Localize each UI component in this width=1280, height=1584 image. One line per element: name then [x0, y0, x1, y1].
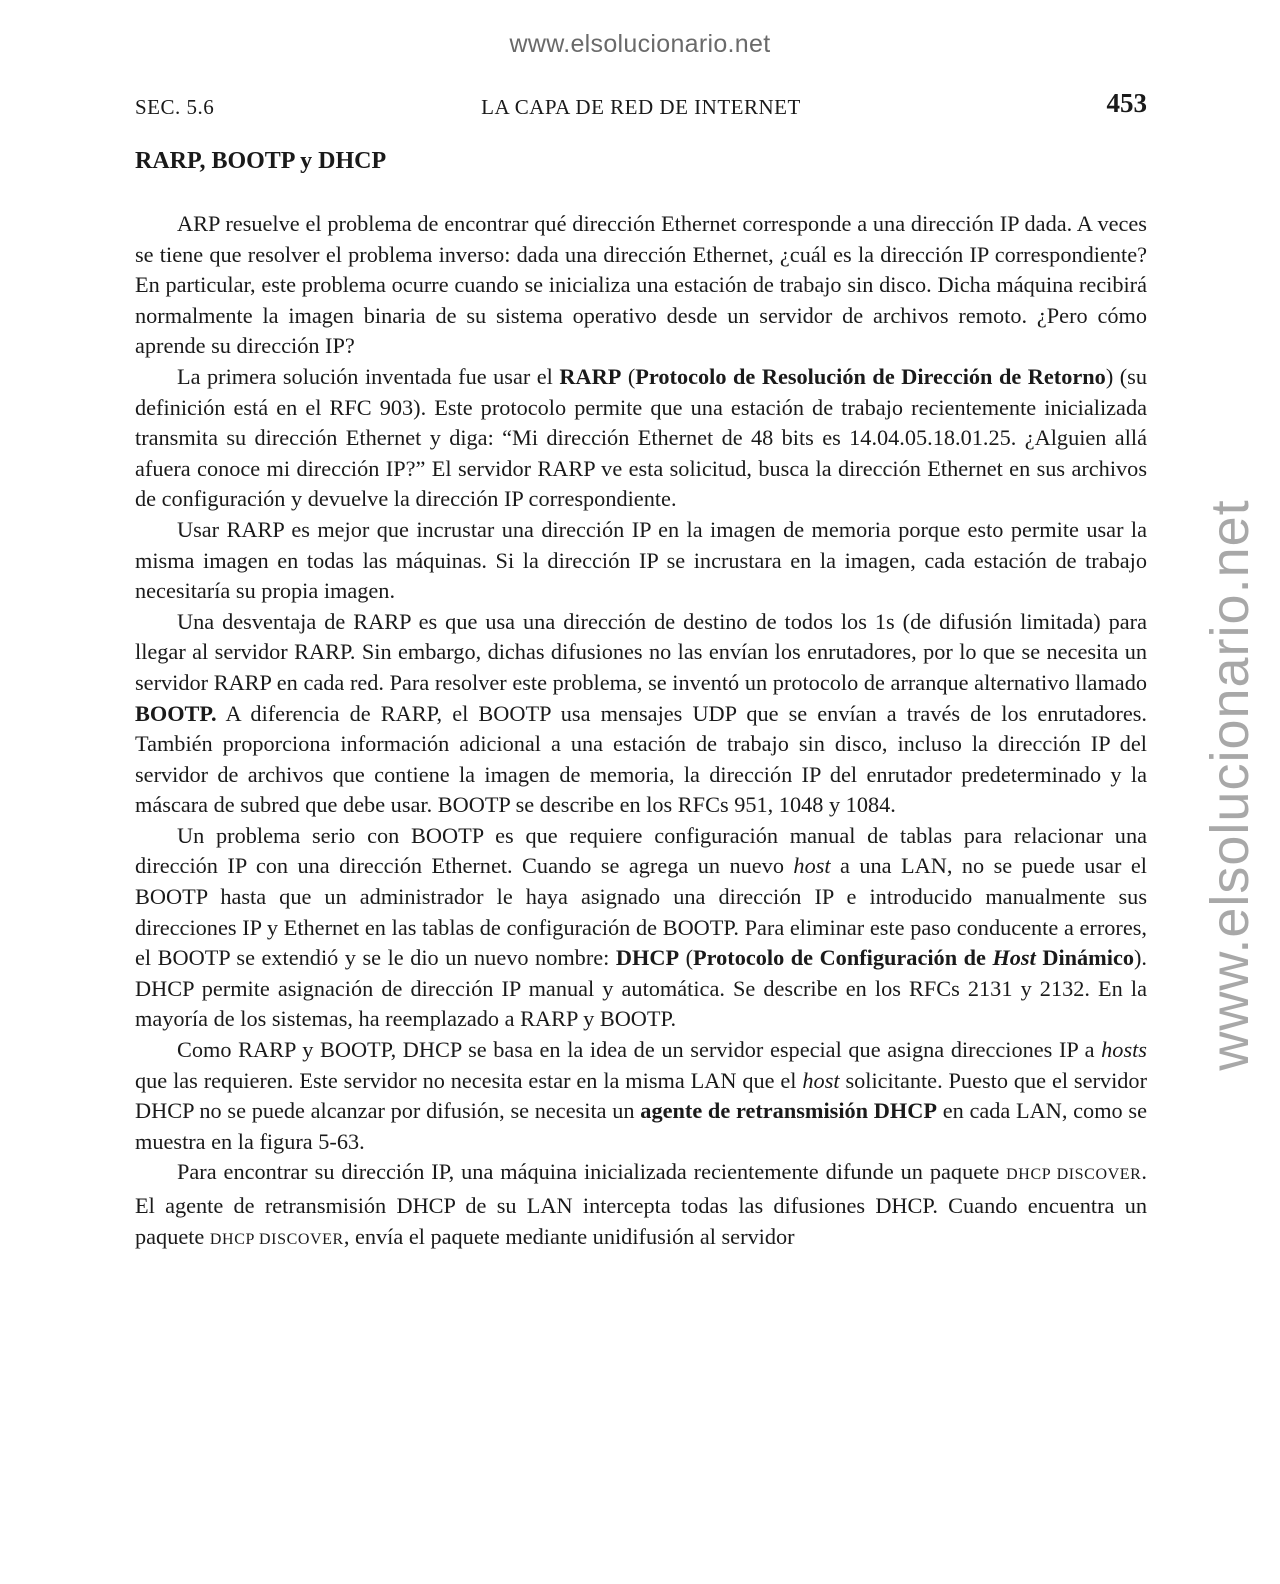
page-header	[135, 88, 1147, 124]
paragraph-dhcp-relay: Como RARP y BOOTP, DHCP se basa en la idea de un servidor especial que asigna direcciones IP a hosts que las requieren. Este servidor no necesita estar en la misma LAN que el host solicitante. Puesto que el servidor DHCP no se puede alcanzar por difusión, se necesita un agente de retransmisión DHCP en cada LAN, como se muestra en la figura 5-63.	[135, 1037, 1147, 1154]
paragraph-rarp: La primera solución inventada fue usar el RARP (Protocolo de Resolución de Dirección de Retorno) (su definición está en el RFC 903). Este protocolo permite que una estación de trabajo recientemente inicializada transmita su dirección Ethernet y diga: “Mi dirección Ethernet de 48 bits es 14.04.05.18.01.25. ¿Alguien allá afuera conoce mi dirección IP?” El servidor RARP ve esta solicitud, busca la dirección Ethernet en sus archivos de configuración y devuelve la dirección IP correspondiente.	[135, 363, 1148, 512]
running-title: LA CAPA DE RED DE INTERNET	[481, 95, 801, 119]
watermark-top: www.elsolucionario.net	[509, 30, 771, 58]
section-heading: RARP, BOOTP y DHCP	[135, 148, 387, 174]
body-text	[135, 209, 1147, 1255]
paragraph-dhcp: Un problema serio con BOOTP es que requiere configuración manual de tablas para relacionar una dirección IP con una dirección Ethernet. Cuando se agrega un nuevo host a una LAN, no se puede usar el BOOTP hasta que un administrador le haya asignado una dirección IP e introducido manualmente sus direcciones IP y Ethernet en las tablas de configuración de BOOTP. Para eliminar este paso conducente a errores, el BOOTP se extendió y se le dio un nuevo nombre: DHCP (Protocolo de Configuración de Host Dinámico). DHCP permite asignación de dirección IP manual y automática. Se describe en los RFCs 2131 y 2132. En la mayoría de los sistemas, ha reemplazado a RARP y BOOTP.	[135, 822, 1147, 1032]
watermark-side: www.elsolucionario.net	[1200, 499, 1260, 1071]
paragraph-bootp: Una desventaja de RARP es que usa una dirección de destino de todos los 1s (de difusión limitada) para llegar al servidor RARP. Sin embargo, dichas difusiones no las envían los enrutadores, por lo que se necesita un servidor RARP en cada red. Para resolver este problema, se inventó un protocolo de arranque alternativo llamado BOOTP. A diferencia de RARP, el BOOTP usa mensajes UDP que se envían a través de los enrutadores. También proporciona información adicional a una estación de trabajo sin disco, incluso la dirección IP del servidor de archivos que contiene la imagen de memoria, la dirección IP del enrutador predeterminado y la máscara de subred que debe usar. BOOTP se describe en los RFCs 951, 1048 y 1084.	[135, 608, 1147, 818]
paragraph-arp: ARP resuelve el problema de encontrar qué dirección Ethernet corresponde a una dirección IP dada. A veces se tiene que resolver el problema inverso: dada una dirección Ethernet, ¿cuál es la dirección IP correspondiente? En particular, este problema ocurre cuando se inicializa una estación de trabajo sin disco. Dicha máquina recibirá normalmente la imagen binaria de su sistema operativo desde un servidor de archivos remoto. ¿Pero cómo aprende su dirección IP?	[135, 211, 1147, 359]
paragraph-rarp-benefit: Usar RARP es mejor que incrustar una dirección IP en la imagen de memoria porque esto permite usar la misma imagen en todas las máquinas. Si la dirección IP se incrustara en la imagen, cada estación de trabajo necesitaría su propia imagen.	[135, 516, 1147, 604]
page-number: 453	[1106, 88, 1147, 118]
paragraph-dhcp-discover: Para encontrar su dirección IP, una máquina inicializada recientemente difunde un paquete DHCP DISCOVER. El agente de retransmisión DHCP de su LAN intercepta todas las difusiones DHCP. Cuando encuentra un paquete DHCP DISCOVER, envía el paquete mediante unidifusión al servidor	[135, 1159, 1147, 1249]
section-number: SEC. 5.6	[135, 95, 215, 119]
